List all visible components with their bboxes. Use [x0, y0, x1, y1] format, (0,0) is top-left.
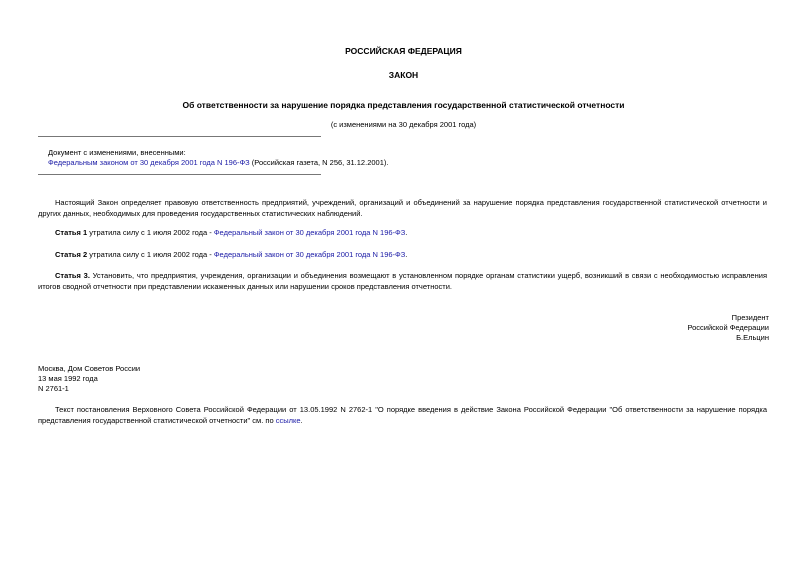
article-label: Статья 2: [55, 250, 88, 259]
document-number: N 2761-1: [38, 384, 69, 393]
signature-position-2: Российской Федерации: [687, 323, 769, 332]
article-3: [38, 271, 767, 292]
signature-name: Б.Ельцин: [736, 333, 769, 342]
bottom-divider: [38, 174, 321, 175]
document-type: ЗАКОН: [388, 70, 419, 80]
document-title: Об ответственности за нарушение порядка представления государственной статистической отчетности: [182, 100, 625, 110]
repeal-law-link[interactable]: Федеральный закон от 30 декабря 2001 года N 196-ФЗ: [213, 228, 406, 237]
resolution-note: [38, 405, 767, 426]
repeal-law-link[interactable]: Федеральный закон от 30 декабря 2001 года N 196-ФЗ: [213, 250, 406, 259]
amendment-source: (Российская газета, N 256, 31.12.2001).: [249, 158, 389, 167]
signing-date: 13 мая 1992 года: [38, 374, 98, 383]
country-heading: РОССИЙСКАЯ ФЕДЕРАЦИЯ: [345, 46, 462, 56]
article-end: .: [405, 228, 408, 237]
amendments-note: (с изменениями на 30 декабря 2001 года): [330, 120, 477, 129]
article-text: утратила силу с 1 июля 2002 года -: [87, 250, 214, 259]
article-text: Установить, что предприятия, учреждения, организации и объединения возмещают в установленном порядке органам статистики ущерб, возникший в связи с необходимостью исправления итогов сводной отчетности при представлении искаженных данных или нарушении сроков представления отчетности.: [38, 271, 768, 291]
resolution-note-text: Текст постановления Верховного Совета Российской Федерации от 13.05.1992 N 2762-1 "О порядке введения в действие Закона Российской Федерации "Об ответственности за нарушение порядка представления государственной статистической отчетности" см. по: [38, 405, 767, 425]
resolution-link[interactable]: ссылке: [275, 415, 301, 425]
changes-intro: Документ с изменениями, внесенными:: [48, 148, 186, 157]
article-label: Статья 3.: [55, 271, 90, 280]
changes-line: [48, 158, 388, 169]
article-text: утратила силу с 1 июля 2002 года -: [87, 228, 214, 237]
amendment-law-link[interactable]: Федеральным законом от 30 декабря 2001 года N 196-ФЗ: [48, 158, 250, 167]
signature-position-1: Президент: [731, 313, 769, 322]
article-label: Статья 1: [55, 228, 88, 237]
preamble: Настоящий Закон определяет правовую ответственность предприятий, учреждений, организаций и объединений за нарушение порядка представления государственной статистической отчетности и других данных, необходимых для проведения государственных статистических наблюдений.: [38, 198, 767, 218]
resolution-note-end: .: [300, 415, 303, 425]
article-2: [38, 250, 767, 261]
signing-place: Москва, Дом Советов России: [38, 364, 141, 373]
article-1: [38, 228, 767, 239]
article-end: .: [405, 250, 408, 259]
top-divider: [38, 136, 321, 137]
